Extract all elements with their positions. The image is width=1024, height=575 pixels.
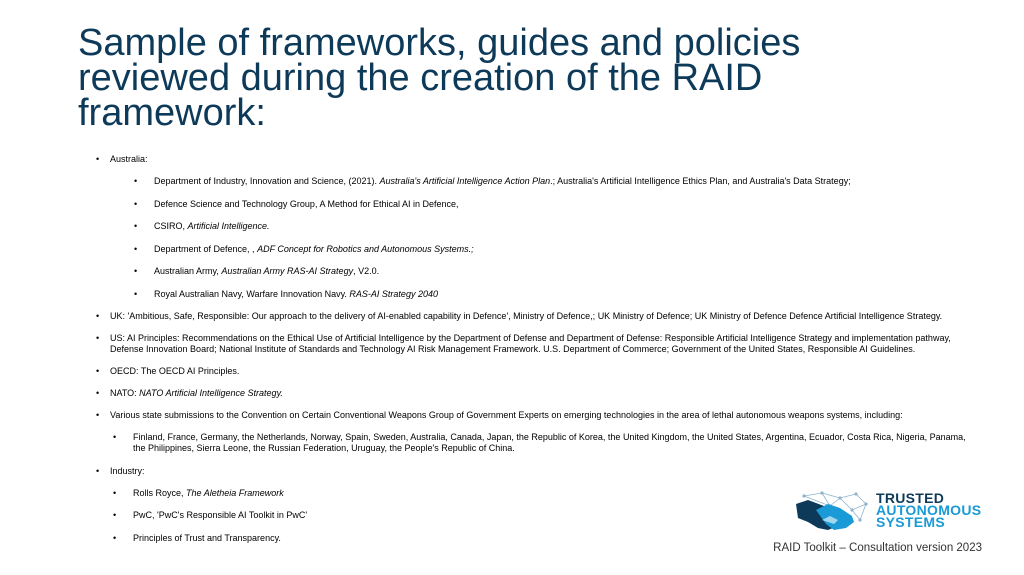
item-text: PwC, 'PwC's Responsible AI Toolkit in PwC' — [133, 510, 308, 520]
item-text: Finland, France, Germany, the Netherlands, Norway, Spain, Sweden, Australia, Canada, Japan, the Republic of Korea, the United Kingdom, the United States, Argentina, Ecuador, Costa Rica, Nigeria, Panama, the Philippines, Sierra Leone, the Russian Federation, Uruguay, the People's Republic of China. — [133, 432, 966, 453]
item-text: Industry: — [110, 465, 145, 476]
list-item — [134, 243, 976, 255]
bullet: • — [96, 410, 100, 420]
bullet: • — [113, 487, 117, 498]
item-title: ADF Concept for Robotics and Autonomous Systems.; — [257, 243, 474, 254]
bullet: • — [134, 243, 138, 254]
bullet: • — [96, 333, 100, 343]
item-title: Artificial Intelligence. — [187, 221, 270, 231]
item-title: RAS-AI Strategy 2040 — [349, 288, 438, 299]
list-item — [96, 366, 976, 377]
item-text: Rolls Royce, — [133, 487, 187, 498]
item-text: Department of Defence, , — [154, 243, 258, 254]
list-item — [134, 198, 976, 210]
item-text: Royal Australian Navy, Warfare Innovation Navy. — [154, 288, 350, 299]
item-text: Principles of Trust and Transparency. — [133, 532, 281, 543]
page-title: Sample of frameworks, guides and policies reviewed during the creation of the RAID framework: — [78, 22, 801, 134]
bullet: • — [134, 198, 138, 209]
item-text: Australia: — [110, 154, 148, 164]
bullet: • — [113, 532, 117, 543]
item-text: , V2.0. — [353, 266, 380, 276]
item-text: Various state submissions to the Convention on Certain Conventional Weapons Group of Government Experts on emerging technologies in the area of lethal autonomous weapons systems, including: — [110, 410, 903, 420]
item-text: .; Australia's Artificial Intelligence Ethics Plan, and Australia's Data Strategy; — [550, 176, 851, 186]
item-text: US: AI Principles: Recommendations on the Ethical Use of Artificial Intelligence by the Department of Defense and Department of Defense: Responsible Artificial Intelligence Strategy and implementation pathway, Defense Innovation Board; National Institute of Standards and Technology AI Risk Management Framework. U.S. Department of Commerce; Government of the United States, Responsible AI Guidelines. — [110, 333, 951, 354]
list-item — [96, 311, 976, 322]
item-title: NATO Artificial Intelligence Strategy. — [139, 388, 283, 398]
bullet: • — [134, 266, 138, 276]
bullet: • — [96, 311, 100, 321]
handshake-network-icon — [794, 490, 872, 534]
item-title: Australian Army RAS-AI Strategy — [221, 266, 354, 276]
item-text: OECD: The OECD AI Principles. — [110, 366, 240, 376]
bullet: • — [96, 388, 100, 398]
bullet: • — [113, 432, 117, 442]
list-item — [96, 333, 976, 355]
bullet: • — [113, 510, 117, 520]
item-text: Australian Army, — [154, 266, 222, 276]
logo-line-1: TRUSTED — [876, 490, 945, 506]
bullet: • — [134, 176, 138, 186]
logo-line-2: AUTONOMOUS — [876, 502, 982, 518]
bullet: • — [96, 465, 100, 476]
list-item — [96, 154, 976, 165]
bullet: • — [134, 221, 138, 231]
bullet: • — [96, 366, 100, 376]
trusted-autonomous-systems-logo — [794, 490, 984, 534]
bullet: • — [96, 154, 100, 164]
list-item — [134, 221, 976, 232]
list-item — [113, 432, 976, 454]
list-item — [134, 266, 976, 277]
item-title: The Aletheia Framework — [186, 487, 284, 498]
footer-text: RAID Toolkit – Consultation version 2023 — [773, 542, 982, 554]
list-item — [96, 466, 976, 477]
list-item — [96, 388, 976, 399]
list-item — [134, 288, 976, 300]
logo-line-3: SYSTEMS — [876, 514, 946, 530]
item-text: NATO: — [110, 388, 140, 398]
bullet: • — [134, 288, 138, 299]
item-text: CSIRO, — [154, 221, 188, 231]
list-item — [134, 176, 976, 187]
logo-wordmark — [876, 492, 981, 528]
item-text: Department of Industry, Innovation and Science, (2021). — [154, 176, 380, 186]
item-text: Defence Science and Technology Group, A Method for Ethical AI in Defence, — [154, 198, 459, 209]
list-item — [96, 410, 976, 421]
item-text: UK: 'Ambitious, Safe, Responsible: Our approach to the delivery of AI-enabled capability in Defence', Ministry of Defence,; UK Ministry of Defence; UK Ministry of Defence Defence Artificial Intelligence Strategy. — [110, 311, 943, 321]
item-title: Australia's Artificial Intelligence Action Plan — [379, 176, 551, 186]
